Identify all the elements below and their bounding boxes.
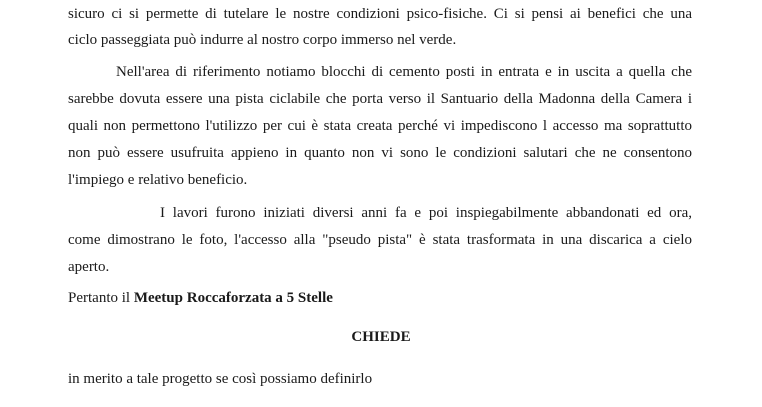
- paragraph-2-line-2: sarebbe dovuta essere una pista ciclabile che porta verso il Santuario della Madonna della Camera i: [68, 91, 692, 107]
- paragraph-3-line-1: I lavori furono iniziati diversi anni fa e poi inspiegabilmente abbandonati ed ora,: [160, 205, 692, 221]
- paragraph-2-line-4: non può essere usufruita appieno in quanto non vi sono le condizioni salutari che ne consentono: [68, 145, 692, 161]
- paragraph-3-line-3: aperto.: [68, 259, 110, 275]
- meetup-name: Meetup Roccaforzata a 5 Stelle: [133, 290, 333, 306]
- paragraph-3-line-2: come dimostrano le foto, l'accesso alla "pseudo pista" è stata trasformata in una discarica a cielo: [68, 232, 692, 248]
- chiede-heading: CHIEDE: [351, 329, 411, 345]
- paragraph-2-line-3: quali non permettono l'utilizzo per cui è stata creata perché vi impediscono l accesso ma soprattutto: [68, 118, 692, 134]
- paragraph-5-line-1: in merito a tale progetto se così possiamo definirlo: [68, 371, 373, 387]
- paragraph-2-line-1: Nell'area di riferimento notiamo blocchi di cemento posti in entrata e in uscita a quella che: [116, 64, 692, 80]
- paragraph-2-line-5: l'impiego e relativo beneficio.: [68, 172, 248, 188]
- paragraph-1-line-1: sicuro ci si permette di tutelare le nostre condizioni psico-fisiche. Ci si pensi ai benefici che una: [68, 6, 692, 22]
- paragraph-1-line-2: ciclo passeggiata può indurre al nostro corpo immerso nel verde.: [68, 32, 457, 48]
- paragraph-4-prefix: Pertanto il: [68, 290, 134, 306]
- paragraph-4: [68, 289, 333, 307]
